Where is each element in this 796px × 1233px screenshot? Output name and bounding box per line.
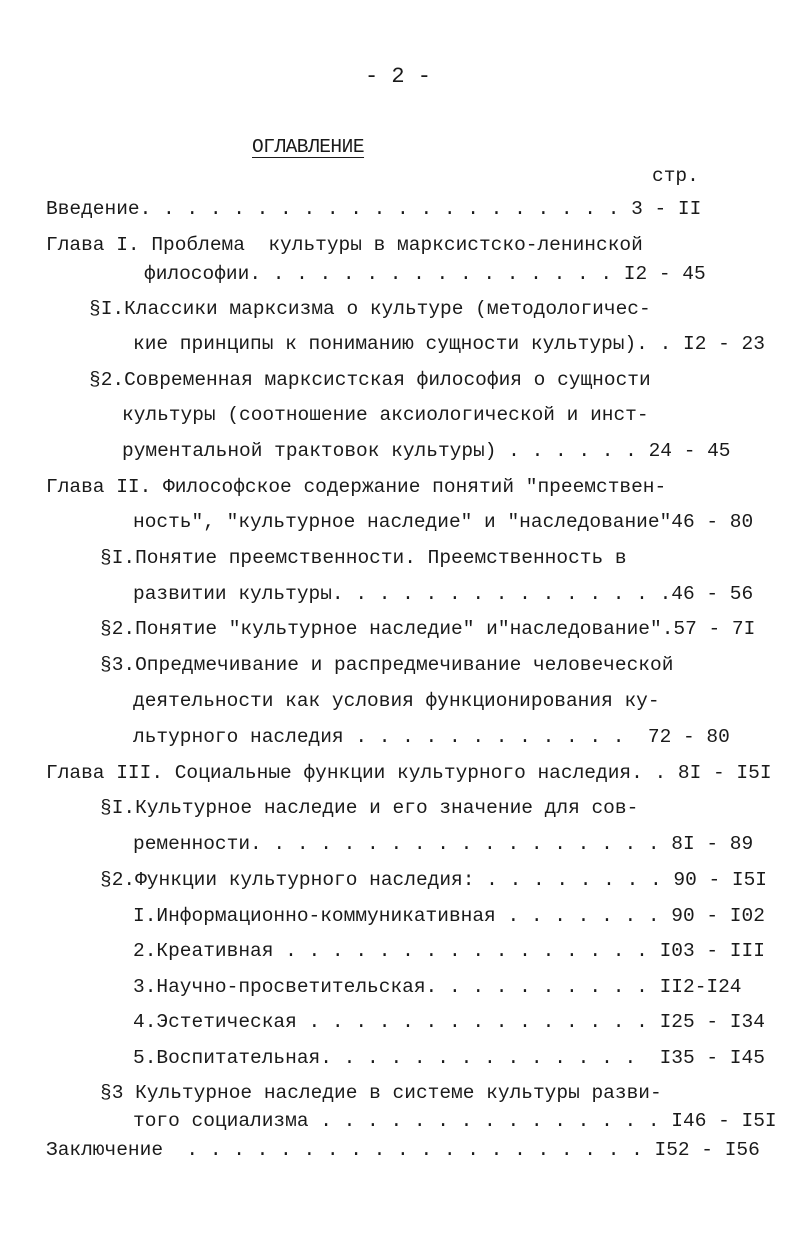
page-column-label: стр.	[652, 165, 699, 187]
toc-ch1-section-2-cont: культуры (соотношение аксиологической и инст-	[122, 404, 649, 426]
toc-heading: ОГЛАВЛЕНИЕ	[252, 136, 365, 158]
toc-ch3-function-1: I.Информационно-коммуникативная . . . . . . . 90 - I02	[133, 905, 765, 927]
toc-ch3-function-5: 5.Воспитательная. . . . . . . . . . . . . . I35 - I45	[133, 1047, 765, 1069]
toc-chapter-3: Глава III. Социальные функции культурного наследия. . 8I - I5I	[46, 762, 772, 784]
toc-ch3-section-1: §I.Культурное наследие и его значение для сов-	[100, 797, 639, 819]
toc-ch2-section-1: §I.Понятие преемственности. Преемственность в	[100, 547, 627, 569]
toc-ch3-section-3-cont: того социализма . . . . . . . . . . . . . . . I46 - I5I	[133, 1110, 777, 1132]
toc-entry-introduction: Введение. . . . . . . . . . . . . . . . . . . . . 3 - II	[46, 198, 702, 220]
toc-ch3-section-2: §2.Функции культурного наследия: . . . . . . . . 90 - I5I	[100, 869, 768, 891]
toc-chapter-1: Глава I. Проблема культуры в марксистско-ленинской	[46, 234, 643, 256]
toc-ch2-section-1-cont: развитии культуры. . . . . . . . . . . . . . .46 - 56	[133, 583, 754, 605]
toc-chapter-2-cont: ность", "культурное наследие" и "наследование"46 - 80	[133, 511, 754, 533]
toc-chapter-1-cont: философии. . . . . . . . . . . . . . . . I2 - 45	[144, 263, 706, 285]
toc-ch3-function-2: 2.Креативная . . . . . . . . . . . . . . . . I03 - III	[133, 940, 765, 962]
toc-ch1-section-2: §2.Современная марксистская философия о сущности	[89, 369, 651, 391]
toc-ch3-section-3: §3 Культурное наследие в системе культуры разви-	[100, 1082, 662, 1104]
toc-ch1-section-2-cont2: рументальной трактовок культуры) . . . . . . 24 - 45	[122, 440, 731, 462]
toc-ch2-section-2: §2.Понятие "культурное наследие" и"наследование".57 - 7I	[100, 618, 756, 640]
toc-ch3-function-3: 3.Научно-просветительская. . . . . . . . . . II2-I24	[133, 976, 742, 998]
toc-ch2-section-3-cont: деятельности как условия функционирования ку-	[133, 690, 660, 712]
toc-ch1-section-1-cont: кие принципы к пониманию сущности культуры). . I2 - 23	[133, 333, 765, 355]
toc-ch3-function-4: 4.Эстетическая . . . . . . . . . . . . . . . I25 - I34	[133, 1011, 765, 1033]
toc-ch1-section-1: §I.Классики марксизма о культуре (методологичес-	[89, 298, 651, 320]
page-number: - 2 -	[364, 64, 431, 89]
toc-ch2-section-3-cont2: льтурного наследия . . . . . . . . . . . . 72 - 80	[133, 726, 730, 748]
toc-entry-conclusion: Заключение . . . . . . . . . . . . . . . . . . . . I52 - I56	[46, 1139, 760, 1161]
toc-ch2-section-3: §3.Опредмечивание и распредмечивание человеческой	[100, 654, 674, 676]
toc-ch3-section-1-cont: ременности. . . . . . . . . . . . . . . . . . 8I - 89	[133, 833, 754, 855]
toc-chapter-2: Глава II. Философское содержание понятий "преемствен-	[46, 476, 667, 498]
